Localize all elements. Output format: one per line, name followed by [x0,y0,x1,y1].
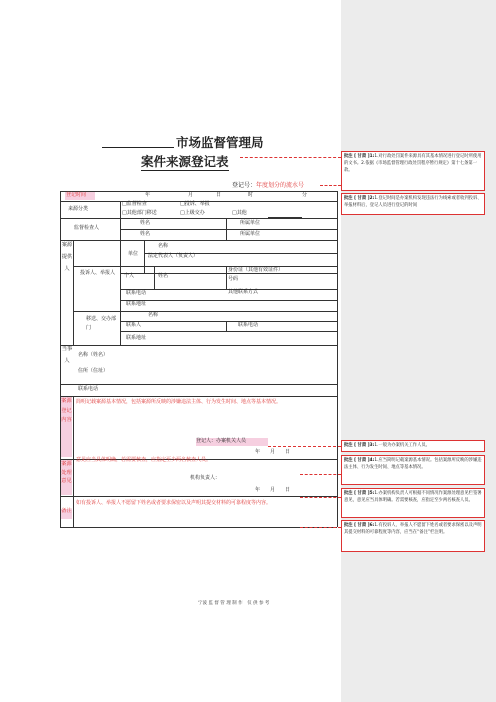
content-date: 年 月 日 [255,449,291,455]
case-source-form [60,191,337,527]
complainant-person: 个人 [124,273,135,279]
leader-label: 机构负责人： [190,475,221,481]
complainant-unit: 单位 [128,251,139,257]
registrar-label: 登记人：办案机关人员 [196,438,247,444]
complainant-unit-name: 名称 [158,243,169,249]
inspector-name-1: 姓名 [140,220,151,226]
content-text: 简明记载案源基本情况，包括案源所反映的涉嫌违法主体、行为发生时间、地点等基本情况。 [76,399,282,405]
reg-time-label: 登记时间 [66,192,87,198]
checkbox-complaint[interactable]: □投诉、举报 [180,201,210,207]
checkbox-inspection[interactable]: □监督检查 [122,201,147,207]
comments-panel [341,0,496,702]
party-residence: 住所（住址） [78,368,109,374]
complainant-person-name: 姓名 [158,273,169,279]
party-side-label: 当事人 [61,346,73,364]
transfer-address: 联系地址 [126,335,147,341]
registration-number: 登记号：年度划分的流水号 [232,182,305,189]
checkbox-superior[interactable]: □上级交办 [180,210,205,216]
comment-4[interactable]: 批注 [ 甘肃 ]4:1.应当简明记载案源基本情况。包括案源所反映的涉嫌违法主体、行为发生时间、地点等基本情况。 [341,455,485,485]
agency-title: 市场监督管理局 [176,135,264,150]
title-blank-line [102,147,174,148]
inspector-label: 监督检查人 [74,225,100,231]
checkbox-transfer[interactable]: □其他部门移送 [122,210,157,216]
party-phone: 联系电话 [78,386,99,392]
transfer-dept-label: 移送、交办部门 [86,316,117,331]
comment-2[interactable]: 批注 [ 甘肃 ]2:1.登记时间是办案机构发现违法行为线索或者收到投诉、举报材料后，登记人员进行登记的时间 [341,193,485,215]
transfer-phone: 联系电话 [238,322,259,328]
content-side-label: 案源登记内容 [61,398,72,423]
checkbox-other[interactable]: □其他 [232,210,247,216]
party-name: 名称（姓名） [78,352,109,358]
form-title: 案件来源登记表 [141,154,229,169]
comment-6[interactable]: 批注 [ 甘肃 ]6:1.有投诉人、举报人不愿留下姓名或者要求保密以及声明其提交材料的可靠程度等内容，应当在“备注”栏注明。 [341,520,485,552]
complainant-id-no: 身份证（其他有效证件）号码 [228,267,284,282]
inspector-unit-1: 所属单位 [240,220,261,226]
day-label: 日 [216,192,222,198]
opinion-side-label: 案源处理意见 [61,461,72,484]
inspector-unit-2: 所属单位 [240,231,261,237]
transfer-contact: 联系人 [126,322,142,328]
inspector-name-2: 姓名 [140,231,151,237]
complainant-label: 投诉人、举报人 [80,270,116,276]
hour-label: 时 [248,192,254,198]
remark-text: 如有投诉人、举报人不愿留下姓名或者要求保密以及声明其提交材料的可靠程度等内容。 [76,500,272,506]
year-label: 年 [145,192,151,198]
footnote: 宁波 监 督 管 理 制 作 仅 供 参 考 [198,601,270,606]
comment-5[interactable]: 批注 [ 甘肃 ]5:1.办案机构负责人可根据不同情况作案源处理意见栏签署意见，意见应当具体明确。若需要核查，应指定至少两名核查人员。 [341,488,485,518]
remark-side-label: 备注 [61,508,72,514]
transfer-name: 名称 [148,312,159,318]
complainant-phone: 联系电话 [126,290,147,296]
opinion-date: 年 月 日 [255,487,291,493]
complainant-legal-rep: 法定代表人（负责人） [148,253,199,259]
source-type-label: 来源分类 [68,206,89,212]
comment-1[interactable]: 批注 [ 甘肃 ]1:1.对行政处罚案件来源具有其基本情况进行登记时所使用的文书。2.依据《市场监督管理行政处罚程序暂行规定》第十七条第一款。 [341,151,485,191]
complainant-address: 联系地址 [126,301,147,307]
comment-3[interactable]: 批注 [ 甘肃 ]3:1.一般为办案机关工作人员。 [341,440,485,452]
minute-label: 分 [302,192,308,198]
month-label: 月 [188,192,194,198]
complainant-other-contact: 其他联系方式 [228,289,259,295]
opinion-text: 意见应当具体明确，若需要核查，应指定至少两名核查人员。 [76,457,212,463]
provider-side-label: 案源提供人 [61,242,73,272]
